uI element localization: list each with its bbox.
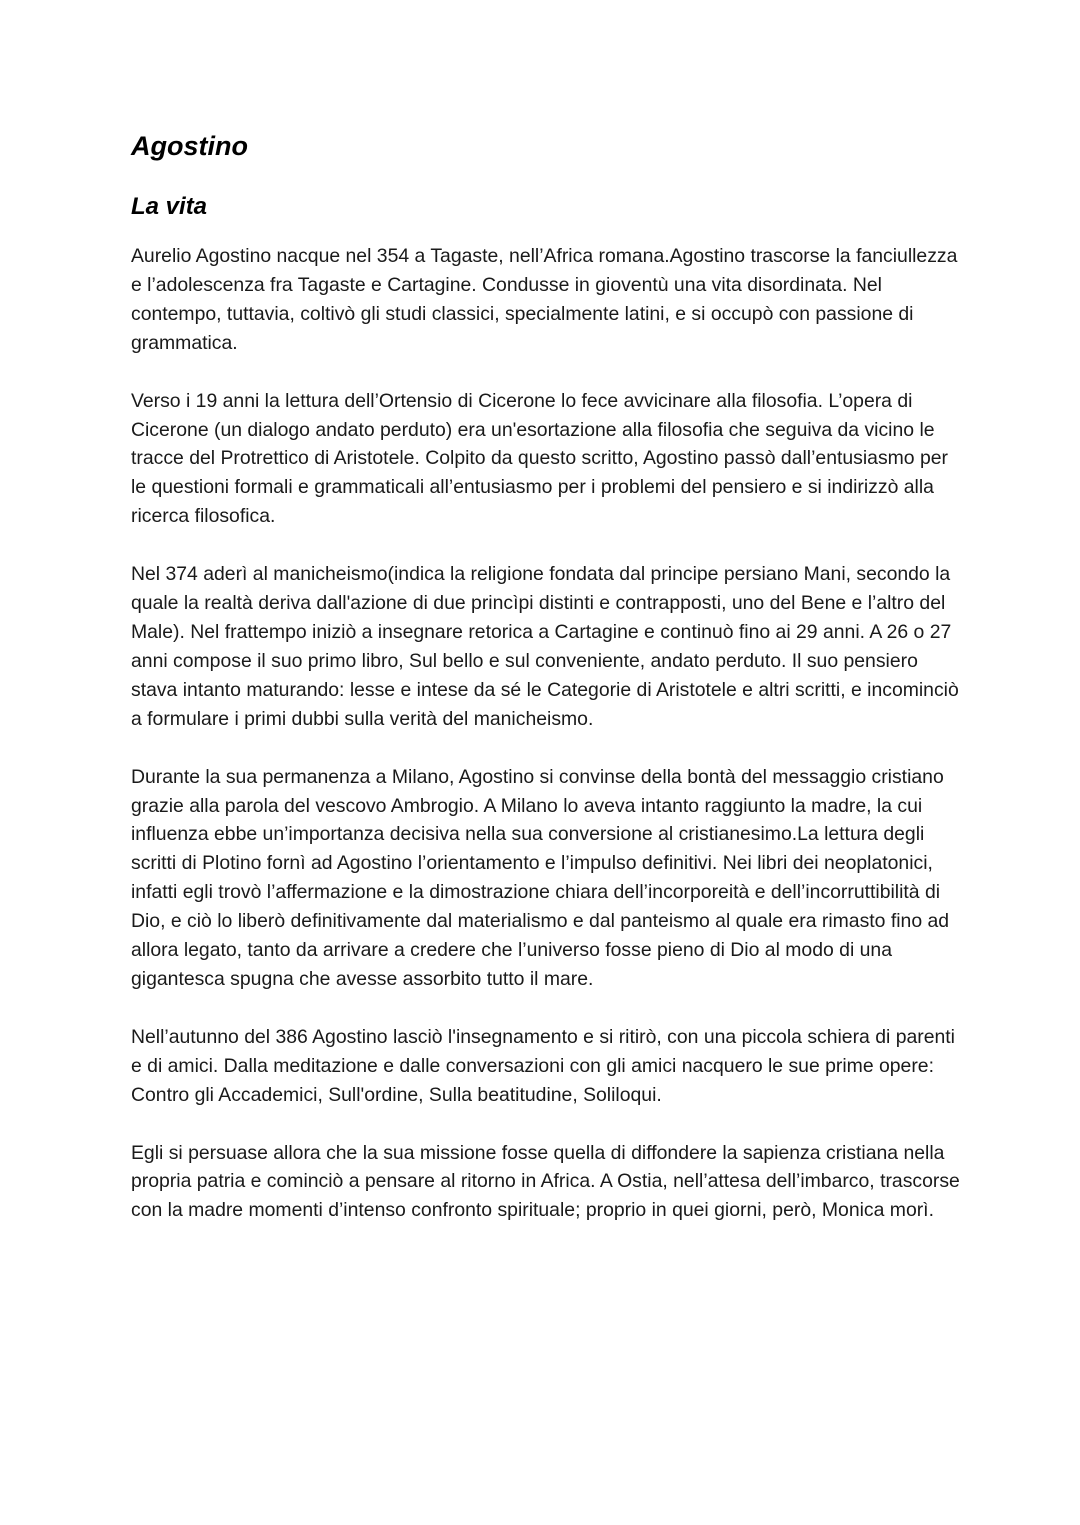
paragraph: Verso i 19 anni la lettura dell’Ortensio di Cicerone lo fece avvicinare alla filosofia. L’opera di Cicerone (un dialogo andato perduto) era un'esortazione alla filosofia che seguiva da vicino le tracce del Protrettico di Aristotele. Colpito da questo scritto, Agostino passò dall’entusiasmo per le questioni formali e grammaticali all’entusiasmo per i problemi del pensiero e si indirizzò alla ricerca filosofica. [131, 389, 948, 528]
paragraph: Nell’autunno del 386 Agostino lasciò l'insegnamento e si ritirò, con una piccola schiera di parenti e di amici. Dalla meditazione e dalle conversazioni con gli amici nacquero le sue prime opere: Contro gli Accademici, Sull'ordine, Sulla beatitudine, Soliloqui. [131, 1025, 955, 1106]
section-title: La vita [131, 193, 208, 220]
paragraph: Egli si persuase allora che la sua missione fosse quella di diffondere la sapienza cristiana nella propria patria e cominciò a pensare al ritorno in Africa. A Ostia, nell’attesa dell’imbarco, trascorse con la madre momenti d’intenso confronto spirituale; proprio in quei giorni, però, Monica morì. [131, 1141, 960, 1222]
paragraph-list [131, 242, 961, 1225]
paragraph: Durante la sua permanenza a Milano, Agostino si convinse della bontà del messaggio cristiano grazie alla parola del vescovo Ambrogio. A Milano lo aveva intanto raggiunto la madre, la cui influenza ebbe un’importanza decisiva nella sua conversione al cristianesimo.La lettura degli scritti di Plotino fornì ad Agostino l’orientamento e l’impulso definitivi. Nei libri dei neoplatonici, infatti egli trovò l’affermazione e la dimostrazione chiara dell’incorporeità e dell’incorruttibilità di Dio, e ciò lo liberò definitivamente dal materialismo e dal panteismo al quale era rimasto fino ad allora legato, tanto da arrivare a credere che l’universo fosse pieno di Dio al modo di una gigantesca spugna che avesse assorbito tutto il mare. [131, 765, 950, 990]
paragraph: Aurelio Agostino nacque nel 354 a Tagaste, nell’Africa romana.Agostino trascorse la fanciullezza e l’adolescenza fra Tagaste e Cartagine. Condusse in gioventù una vita disordinata. Nel contempo, tuttavia, coltivò gli studi classici, specialmente latini, e si occupò con passione di grammatica. [131, 245, 958, 354]
document-content [131, 128, 961, 1254]
document-title: Agostino [131, 131, 248, 161]
paragraph: Nel 374 aderì al manicheismo(indica la religione fondata dal principe persiano Mani, secondo la quale la realtà deriva dall'azione di due princìpi distinti e contrapposti, uno del Bene e l’altro del Male). Nel frattempo iniziò a insegnare retorica a Cartagine e continuò fino ai 29 anni. A 26 o 27 anni compose il suo primo libro, Sul bello e sul conveniente, andato perduto. Il suo pensiero stava intanto maturando: lesse e intese da sé le Categorie di Aristotele e altri scritti, e incominciò a formulare i primi dubbi sulla verità del manicheismo. [131, 563, 959, 730]
